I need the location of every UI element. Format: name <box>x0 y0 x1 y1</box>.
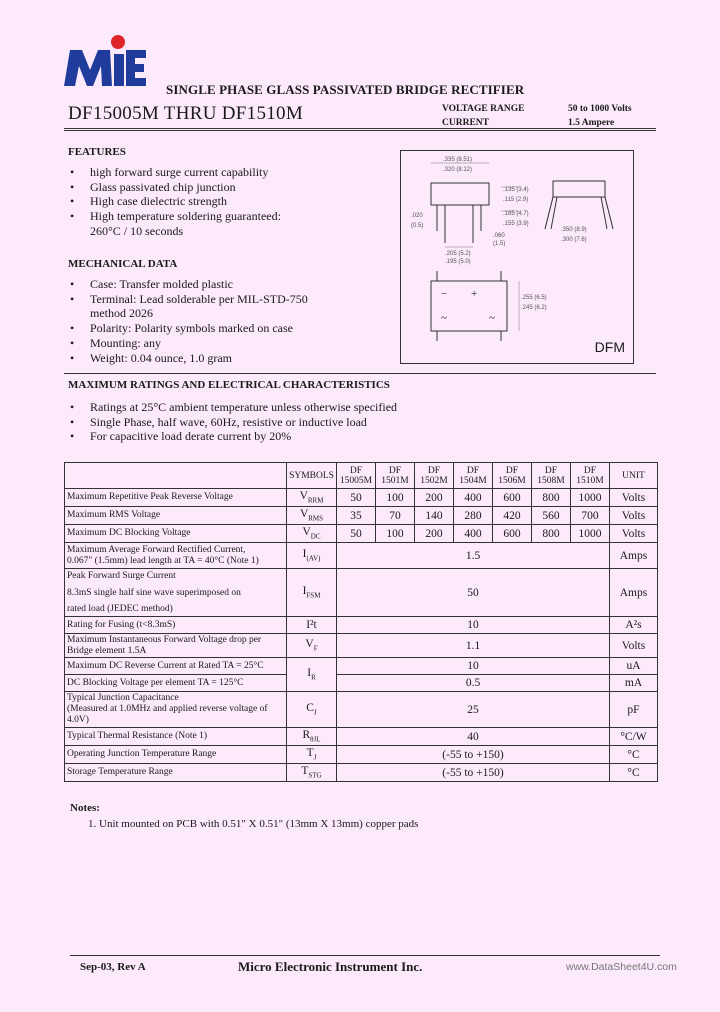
table-header-row <box>65 463 658 489</box>
table-row: DC Blocking Voltage per element TA = 125°C 0.5 mA <box>65 675 658 692</box>
minus-symbol: − <box>441 288 448 300</box>
section-divider <box>64 373 656 374</box>
dim-label: (0.5) <box>411 223 424 229</box>
table-row: Storage Temperature Range $T_{STG}$ (-55 to +150) °C <box>65 764 658 782</box>
part-header: DF 1502M <box>415 463 454 489</box>
header-divider <box>64 128 656 131</box>
features-list <box>68 165 388 239</box>
list-item: method 2026 <box>90 306 153 321</box>
dim-label: .020 <box>411 213 423 219</box>
dim-label: .155 (3.9) <box>503 221 529 227</box>
dim-label: .320 (8.12) <box>443 167 473 173</box>
dim-label: .300 (7.6) <box>561 237 587 243</box>
company-name: Micro Electronic Instrument Inc. <box>238 959 423 974</box>
voltage-range-label: VOLTAGE RANGE <box>442 104 525 114</box>
package-name: DFM <box>594 339 625 355</box>
part-header: DF 1501M <box>376 463 415 489</box>
table-row: Maximum DC Reverse Current at Rated TA = 25°C $I_R$ 10 uA <box>65 658 658 675</box>
table-row: Maximum Average Forward Rectified Current, 0.067" (1.5mm) lead length at TA = 40°C (Note 1) $I_{(AV)}$ 1.5 Amps <box>65 543 658 569</box>
dim-label: .195 (5.0) <box>445 259 471 265</box>
list-item: • Terminal: Lead solderable per MIL-STD-750 <box>70 291 308 306</box>
dim-label: .060 <box>493 233 505 239</box>
list-item: • Ratings at 25°C ambient temperature unless otherwise specified <box>70 400 398 414</box>
ac-symbol: ~ <box>489 312 495 324</box>
voltage-range-value: 50 to 1000 Volts <box>568 104 632 114</box>
list-item: • Single Phase, half wave, 60Hz, resistive or inductive load <box>70 414 367 429</box>
part-header: DF 15005M <box>337 463 376 489</box>
table-row: Typical Thermal Resistance (Note 1) $R_{\theta JL}$ 40 °C/W <box>65 728 658 746</box>
table-row: Operating Junction Temperature Range $T_J$ (-55 to +150) °C <box>65 746 658 764</box>
table-row: Maximum RMS Voltage $V_{RMS}$ 35 70 140 280 420 560 700 Volts <box>65 507 658 525</box>
list-item: • high forward surge current capability <box>70 165 269 179</box>
list-item: • Weight: 0.04 ounce, 1.0 gram <box>70 350 233 365</box>
list-item: • Mounting: any <box>70 335 161 350</box>
note-item: 1. Unit mounted on PCB with 0.51" X 0.51" (13mm X 13mm) copper pads <box>88 818 419 830</box>
list-item: • Polarity: Polarity symbols marked on case <box>70 321 293 336</box>
ac-symbol: ~ <box>441 312 447 324</box>
table-row: Peak Forward Surge Current 8.3mS single half sine wave superimposed on rated load (JEDEC method) $I_{FSM}$ 50 Amps <box>65 569 658 617</box>
list-item: 260°C / 10 seconds <box>90 223 184 238</box>
features-heading: FEATURES <box>68 146 126 158</box>
plus-symbol: + <box>471 288 478 300</box>
table-row: Maximum DC Blocking Voltage $V_{DC}$ 50 100 200 400 600 800 1000 Volts <box>65 525 658 543</box>
revision-label: Sep-03, Rev A <box>80 961 146 973</box>
spec-labels <box>442 102 524 130</box>
part-header: DF 1504M <box>454 463 493 489</box>
part-header: DF 1508M <box>532 463 571 489</box>
dim-label: .185 (4.7) <box>503 211 529 217</box>
mechanical-list <box>68 277 388 365</box>
notes-heading: Notes: <box>70 802 100 814</box>
table-row: Maximum Instantaneous Forward Voltage drop per Bridge element 1.5A $V_F$ 1.1 Volts <box>65 634 658 658</box>
list-item: • High temperature soldering guaranteed: <box>70 209 281 224</box>
dim-label: .335 (8.51) <box>443 157 473 163</box>
table-row: Typical Junction Capacitance (Measured at 1.0MHz and applied reverse voltage of 4.0V) $C_J$ 25 pF <box>65 692 658 728</box>
footer-divider <box>70 955 660 956</box>
dim-label: .245 (6.2) <box>521 305 547 311</box>
list-item: • For capacitive load derate current by 20% <box>70 429 292 444</box>
dim-label: .350 (8.9) <box>561 227 587 233</box>
dim-label: .115 (2.9) <box>503 197 529 203</box>
dim-label: (1.5) <box>493 241 506 247</box>
table-row: Maximum Repetitive Peak Reverse Voltage $V_{RRM}$ 50 100 200 400 600 800 1000 Volts <box>65 489 658 507</box>
mechanical-heading: MECHANICAL DATA <box>68 258 178 270</box>
current-label: CURRENT <box>442 118 489 128</box>
part-header: DF 1510M <box>571 463 610 489</box>
dim-label: .255 (6.5) <box>521 295 547 301</box>
part-header: DF 1506M <box>493 463 532 489</box>
company-logo <box>62 34 146 90</box>
document-title: SINGLE PHASE GLASS PASSIVATED BRIDGE RECTIFIER <box>166 82 525 97</box>
dim-label: .135 (3.4) <box>503 187 529 193</box>
list-item: • High case dielectric strength <box>70 194 227 209</box>
part-number-range: DF15005M THRU DF1510M <box>68 103 304 124</box>
ratings-heading: MAXIMUM RATINGS AND ELECTRICAL CHARACTERISTICS <box>68 379 390 391</box>
ratings-table <box>64 462 658 782</box>
table-header-cell <box>65 463 287 489</box>
watermark: www.DataSheet4U.com <box>566 961 677 973</box>
dim-label: .205 (5.2) <box>445 251 471 257</box>
current-value: 1.5 Ampere <box>568 118 615 128</box>
list-item: • Case: Transfer molded plastic <box>70 277 233 291</box>
table-row: Rating for Fusing (t<8.3mS) I²t 10 A²s <box>65 617 658 634</box>
package-diagram <box>400 150 634 364</box>
unit-header: UNIT <box>610 463 658 489</box>
list-item: • Glass passivated chip junction <box>70 179 236 194</box>
spec-values <box>568 102 632 130</box>
symbols-header: SYMBOLS <box>287 463 337 489</box>
ratings-list <box>68 400 628 444</box>
